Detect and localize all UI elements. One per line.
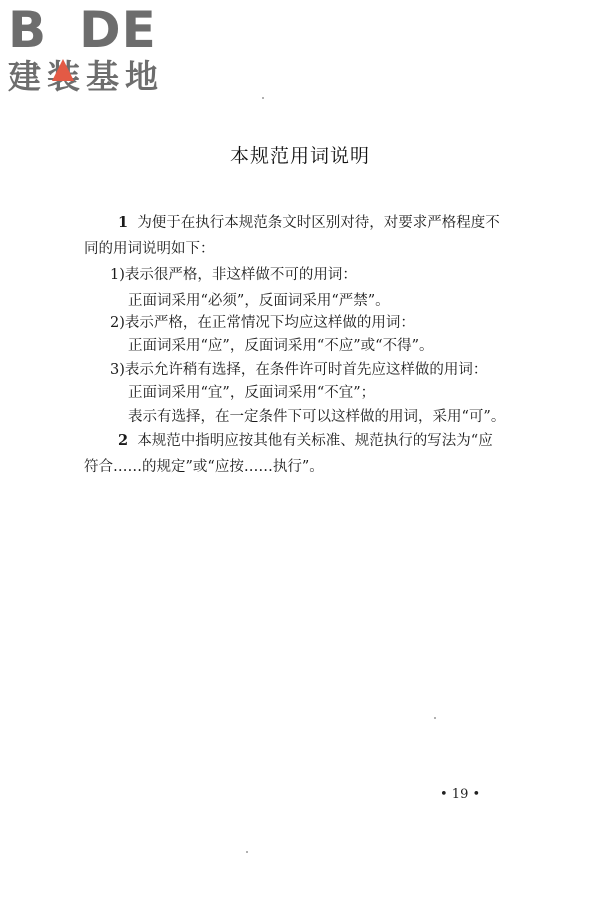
logo-wordmark <box>8 1 178 59</box>
scan-speck <box>434 717 436 719</box>
item1-sub1-line: 正面词采用“必须”，反面词采用“严禁”。 <box>128 293 390 309</box>
item1-number: 1 <box>118 214 129 231</box>
bade-logo <box>8 1 178 96</box>
scan-speck <box>262 97 264 99</box>
scan-speck <box>246 851 248 853</box>
logo-letters-de: DE <box>79 1 157 59</box>
item1-text-line2: 同的用词说明如下： <box>84 241 215 257</box>
logo-chinese-name: 建装基地 <box>8 57 164 96</box>
item2-number: 2 <box>118 432 129 449</box>
item1-sub2-line: 正面词采用“应”，反面词采用“不应”或“不得”。 <box>128 338 434 354</box>
item1-sub3-line1: 正面词采用“宜”，反面词采用“不宜”； <box>128 385 376 401</box>
item2-text-line2: 符合……的规定”或“应按……执行”。 <box>84 459 324 475</box>
item1-sub1-heading: 1)表示很严格，非这样做不可的用词： <box>110 267 357 283</box>
logo-letters-b: B <box>8 1 48 59</box>
item1-sub3-line2: 表示有选择，在一定条件下可以这样做的用词，采用“可”。 <box>128 409 506 425</box>
item2-line1 <box>118 428 538 454</box>
page-title: 本规范用词说明 <box>229 145 370 167</box>
logo-triangle-icon <box>52 59 74 81</box>
page-number: • 19 • <box>440 787 481 802</box>
item1-line1 <box>118 210 538 236</box>
item1-text-line1: 为便于在执行本规范条文时区别对待，对要求严格程度不 <box>137 215 500 231</box>
item1-sub3-heading: 3)表示允许稍有选择，在条件许可时首先应这样做的用词： <box>110 362 488 378</box>
item1-sub2-heading: 2)表示严格，在正常情况下均应这样做的用词： <box>110 315 415 331</box>
item2-text-line1: 本规范中指明应按其他有关标准、规范执行的写法为“应 <box>137 433 493 449</box>
